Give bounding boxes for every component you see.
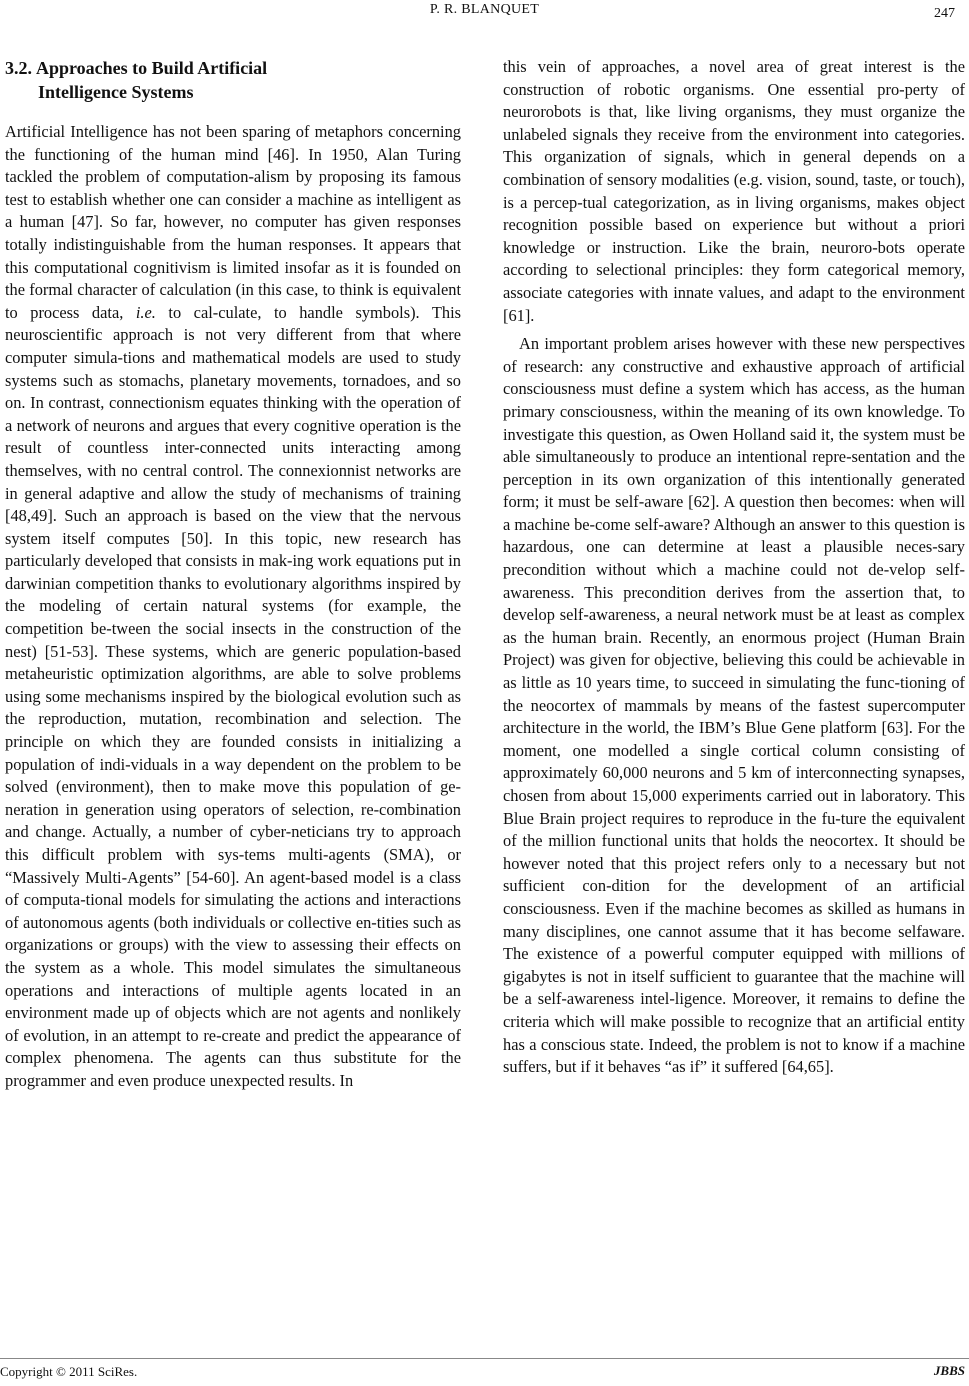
body-paragraph: An important problem arises however with these new perspectives of research: any constructive and exhaustive approach of artificial consciousness must define a system which has access, as the human primary consciousness, within the meaning of its own knowledge. To investigate this question, as Owen Holland said it, the system must be able simultaneously to produce an intentional repre-sentation and the perception in its own organization of this intentionally generated form; it must be self-aware [62]. A question then becomes: when will a machine be-come self-aware? Although an answer to this question is hazardous, one can determine at least a plausible neces-sary precondition without which a machine could not de-velop self-awareness. This precondition derives from the assertion that, to develop self-awareness, a neural network must be at least as complex as the human brain. Recently, an enormous project (Human Brain Project) was given for objective, believing this could be achievable in as little as 10 years time, to succeed in simulating the func-tioning of the neocortex of mammals by means of the fastest supercomputer architecture in the world, the IBM’s Blue Gene platform [63]. For the moment, one modelled a single cortical column consisting of approximately 60,000 neurons and 5 km of interconnecting synapses, chosen from about 15,000 experiments carried out in laboratory. This Blue Brain project requires to reproduce in the fu-ture the equivalent of the million functional units that holds the neocortex. It should be however noted that this project refers only to a necessary but not sufficient con-dition for the development of an artificial consciousness. Even if the machine becomes as skilled as humans in many disciplines, one cannot assume that it has become selfaware. The existence of a powerful computer equipped with millions of gigabytes is not in itself sufficient to guarantee that the machine will be a self-awareness intel-ligence. Moreover, it remains to define the criteria which will make possible to recognize that an artificial entity has a conscious state. Indeed, the problem is not to know if a machine suffers, but if it behaves “as if” it suffered [64,65]. [503,334,965,1077]
left-column [5,56,461,1093]
paragraph-text: to cal-culate, to handle symbols). This neuroscientific approach is not very different from that where computer simula-tions and mathematical models are used to study systems such as stomachs, planetary movements, tornadoes, and so on. In contrast, connectionism equates thinking with the operation of a network of neurons and argues that every cognitive operation is the result of countless inter-connected units interacting among themselves, with no central control. The connexionnist networks are in general adaptive and allow the study of mechanisms of training [48,49]. Such an approach is based on the view that the nervous system itself computes [50]. In this topic, new research has particularly developed that consists in mak-ing work equations put in darwinian competition thanks to evolutionary algorithms inspired by the modeling of certain natural systems (for example, the competition be-tween the social insects in the construction of the nest) [51-53]. These systems, which are generic population-based metaheuristic optimization algorithms, are able to solve problems using some mechanisms inspired by the biological evolution such as the reproduction, mutation, recombination and selection. The principle on which they are founded consists in initializing a population of indi-viduals in a way dependent on the problem to be solved (environment), then to make move this population of ge-neration in generation using operators of selection, re-combination and change. Actually, a number of cyber-neticians try to approach this difficult problem with sys-tems multi-agents (SMA), or “Massively Multi-Agents” [54-60]. An agent-based model is a class of computa-tional models for simulating the actions and interactions of autonomous agents (both individuals or collective en-tities such as organizations or groups) with the view to assessing their effects on the system as a whole. This model simulates the simultaneous operations and interactions of multiple agents located in an environment made up of objects which are not agents and nonlikely of evolution, in an attempt to re-create and predict the appearance of complex phenomena. The agents can thus substitute for the programmer and even produce unexpected results. In [5,302,461,1090]
footer-divider [0,1358,969,1359]
paragraph-text: Artificial Intelligence has not been sparing of metaphors concerning the functioning of the human mind [46]. In 1950, Alan Turing tackled the problem of computation-alism by proposing its famous test to establish whether one can consider a machine as intelligent as a human [47]. So far, however, no computer has given responses totally indistinguishable from the human responses. It appears that this computational cognitivism is limited insofar as it is founded on the formal character of calculation (in this case, to think is equivalent to process data, [5,122,461,322]
section-title-line1: Approaches to Build Artificial [36,58,268,78]
section-heading [5,56,461,104]
footer-copyright: Copyright © 2011 SciRes. [0,1364,138,1379]
section-title-line2: Intelligence Systems [38,82,194,102]
footer-journal: JBBS [933,1363,965,1378]
page-number: 247 [934,6,955,21]
running-header-author: P. R. BLANQUET [429,2,540,17]
body-paragraph [5,121,461,1093]
italic-abbreviation: i.e. [135,302,156,322]
body-paragraph: this vein of approaches, a novel area of great interest is the construction of robotic organisms. One essential pro-perty of neurorobots is that, like living organisms, they must organize the unlabeled signals they receive from the environment into categories. This organization of signals, which in general depends on a combination of sensory modalities (e.g. vision, sound, taste, or touch), is a percep-tual categorization, as in living organisms, makes object recognition possible based on experience but without a priori knowledge or instruction. Like the brain, neuroro-bots operate according to selectional principles: they form categorical memory, associate categories with innate values, and adapt to the environment [61]. [503,57,965,325]
right-column [503,56,965,1079]
section-number: 3.2. [5,58,32,78]
